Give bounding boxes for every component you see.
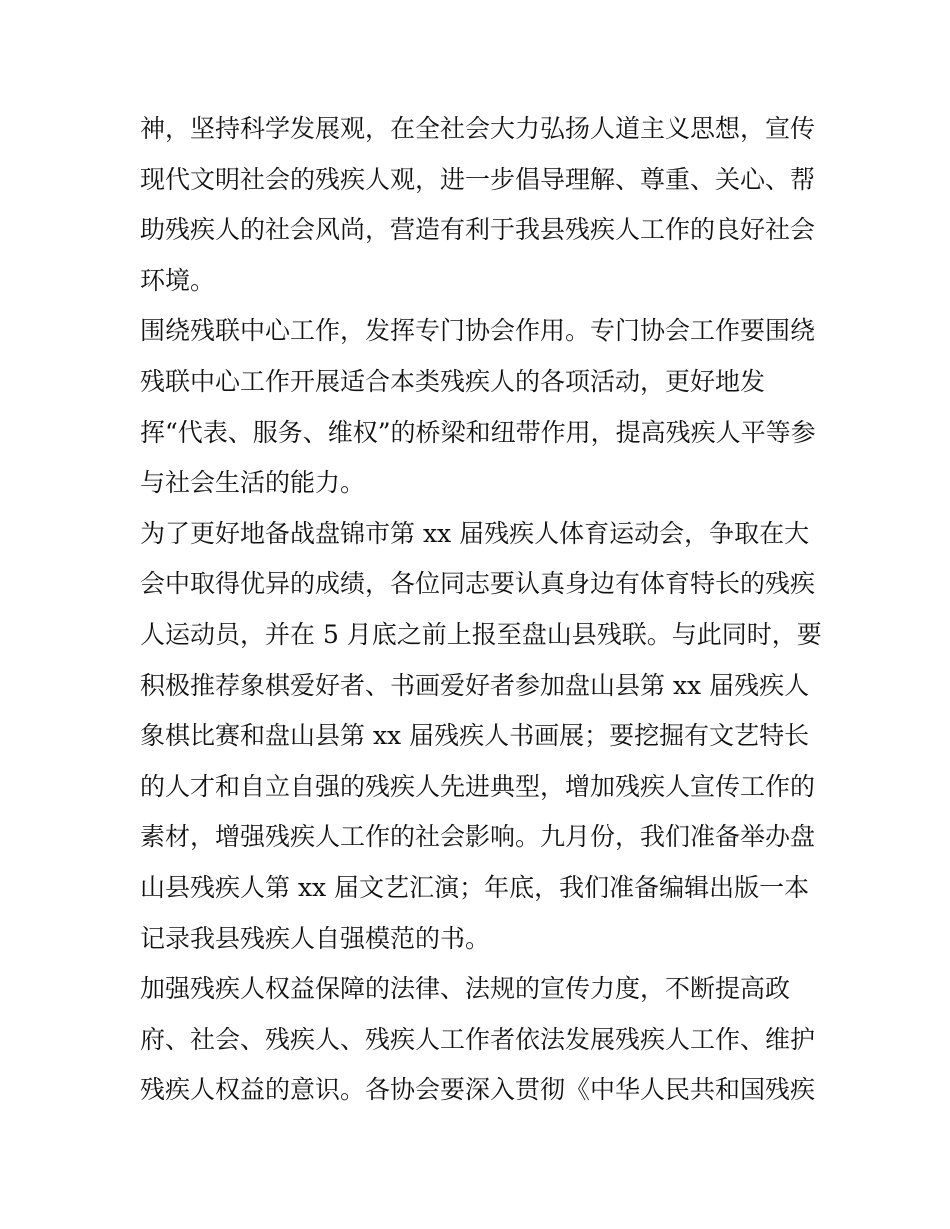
text-line: 府、社会、残疾人、残疾人工作者依法发展残疾人工作、维护 bbox=[140, 1024, 816, 1054]
text-line: 现代文明社会的残疾人观，进一步倡导理解、尊重、关心、帮 bbox=[140, 164, 816, 194]
text-line: 的人才和自立自强的残疾人先进典型，增加残疾人宣传工作的 bbox=[140, 771, 816, 801]
text-line: 残疾人权益的意识。各协会要深入贯彻《中华人民共和国残疾 bbox=[140, 1075, 816, 1105]
text-line: 积极推荐象棋爱好者、书画爱好者参加盘山县第 xx 届残疾人 bbox=[140, 670, 810, 700]
text-line: 神，坚持科学发展观，在全社会大力弘扬人道主义思想，宣传 bbox=[140, 114, 816, 143]
text-line: 挥“代表、服务、维权”的桥梁和纽带作用，提高残疾人平等参 bbox=[140, 417, 816, 447]
text-line: 助残疾人的社会风尚，营造有利于我县残疾人工作的良好社会 bbox=[140, 215, 816, 245]
text-line: 记录我县残疾人自强模范的书。 bbox=[140, 923, 491, 953]
text-line: 素材，增强残疾人工作的社会影响。九月份，我们准备举办盘 bbox=[140, 822, 816, 852]
text-line: 加强残疾人权益保障的法律、法规的宣传力度，不断提高政 bbox=[140, 974, 791, 1004]
text-line: 围绕残联中心工作，发挥专门协会作用。专门协会工作要围绕 bbox=[140, 316, 816, 346]
text-line: 残联中心工作开展适合本类残疾人的各项活动，更好地发 bbox=[140, 366, 766, 396]
body-text bbox=[140, 104, 820, 1116]
text-line: 会中取得优异的成绩，各位同志要认真身边有体育特长的残疾 bbox=[140, 569, 816, 599]
text-line: 为了更好地备战盘锦市第 xx 届残疾人体育运动会，争取在大 bbox=[140, 518, 810, 548]
text-line: 环境。 bbox=[140, 265, 216, 295]
text-line: 与社会生活的能力。 bbox=[140, 468, 366, 498]
text-line: 象棋比赛和盘山县第 xx 届残疾人书画展；要挖掘有文艺特长 bbox=[140, 721, 810, 751]
text-line: 山县残疾人第 xx 届文艺汇演；年底，我们准备编辑出版一本 bbox=[140, 872, 810, 902]
text-line: 人运动员，并在 5 月底之前上报至盘山县残联。与此同时，要 bbox=[140, 619, 822, 649]
